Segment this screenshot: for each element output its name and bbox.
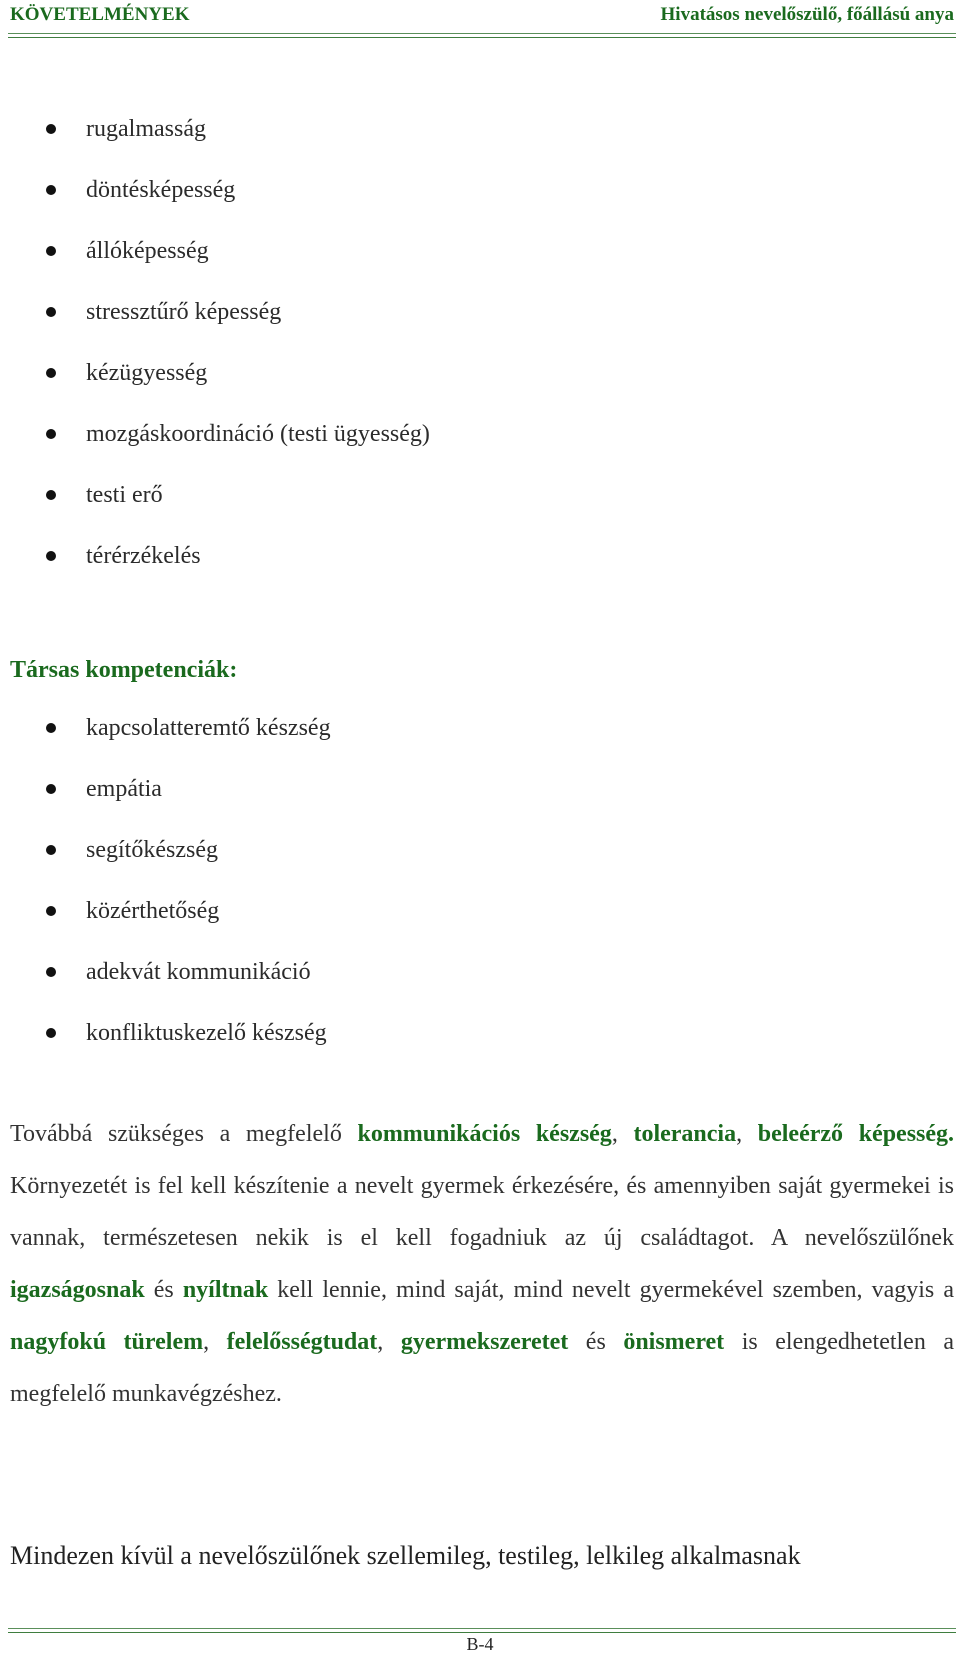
footer-divider — [8, 1628, 956, 1629]
paragraph-text: , — [736, 1121, 758, 1147]
list-item-text: térérzékelés — [86, 543, 201, 569]
paragraph-text: és — [568, 1329, 624, 1355]
header-divider-double — [8, 37, 956, 38]
paragraph-text: , — [611, 1121, 634, 1147]
emphasis-responsibility: felelősségtudat — [226, 1329, 378, 1355]
list-item-text: állóképesség — [86, 238, 209, 264]
list-item-text: adekvát kommunikáció — [86, 959, 311, 985]
paragraph-text: Környezetét is fel kell készítenie a nevelt gyermek érkezésére, és amennyiben saját gyermekei is vannak, természetesen nekik is el kell fogadniuk az új családtagot. A nevelőszülőnek — [10, 1173, 954, 1251]
paragraph-text: és — [144, 1277, 183, 1303]
bullet-icon — [46, 490, 56, 500]
bullet-icon — [46, 784, 56, 794]
paragraph-text: kell lennie, mind saját, mind nevelt gyermekével szemben, vagyis a — [268, 1277, 954, 1303]
list-item-text: mozgáskoordináció (testi ügyesség) — [86, 421, 430, 447]
bullet-icon — [46, 723, 56, 733]
bullet-icon — [46, 368, 56, 378]
bullet-icon — [46, 124, 56, 134]
header-divider — [8, 33, 956, 34]
page-number: B-4 — [466, 1634, 494, 1654]
section-title-social-competencies: Társas kompetenciák: — [10, 657, 238, 683]
emphasis-love-of-children: gyermekszeretet — [400, 1329, 569, 1355]
emphasis-patience: nagyfokú türelem — [10, 1329, 204, 1355]
bullet-icon — [46, 429, 56, 439]
bullet-icon — [46, 246, 56, 256]
paragraph-text: , — [203, 1329, 227, 1355]
paragraph-text: is elengedhetetlen a megfelelő munkavégzéshez. — [10, 1329, 955, 1407]
list-item-text: testi erő — [86, 482, 163, 508]
list-item-text: kapcsolatteremtő készség — [86, 715, 331, 741]
list-item-text: segítőkészség — [86, 837, 218, 863]
list-item-text: empátia — [86, 776, 162, 802]
emphasis-open: nyíltnak — [182, 1277, 269, 1303]
closing-paragraph: Mindezen kívül a nevelőszülőnek szellemileg, testileg, lelkileg alkalmasnak — [10, 1541, 801, 1570]
emphasis-tolerance: tolerancia — [633, 1121, 737, 1147]
header-section-title: KÖVETELMÉNYEK — [10, 4, 190, 25]
emphasis-empathy: beleérző képesség. — [757, 1121, 955, 1147]
bullet-icon — [46, 967, 56, 977]
bullet-icon — [46, 845, 56, 855]
list-item-text: stressztűrő képesség — [86, 299, 282, 325]
bullet-icon — [46, 1028, 56, 1038]
footer-divider-double — [8, 1632, 956, 1633]
paragraph-text: Továbbá szükséges a megfelelő — [10, 1121, 358, 1147]
bullet-icon — [46, 185, 56, 195]
list-item-text: döntésképesség — [86, 177, 236, 203]
emphasis-self-awareness: önismeret — [623, 1329, 725, 1355]
header-document-title: Hivatásos nevelőszülő, főállású anya — [660, 4, 954, 25]
list-item-text: konfliktuskezelő készség — [86, 1020, 327, 1046]
list-item-text: közérthetőség — [86, 898, 220, 924]
requirements-paragraph — [10, 1108, 954, 1420]
page-header — [10, 4, 954, 32]
emphasis-fair: igazságosnak — [10, 1277, 145, 1303]
list-item-text: rugalmasság — [86, 116, 206, 142]
list-item-text: kézügyesség — [86, 360, 208, 386]
bullet-icon — [46, 551, 56, 561]
paragraph-text: , — [377, 1329, 401, 1355]
bullet-icon — [46, 906, 56, 916]
bullet-icon — [46, 307, 56, 317]
emphasis-communication-skill: kommunikációs készség — [357, 1121, 612, 1147]
